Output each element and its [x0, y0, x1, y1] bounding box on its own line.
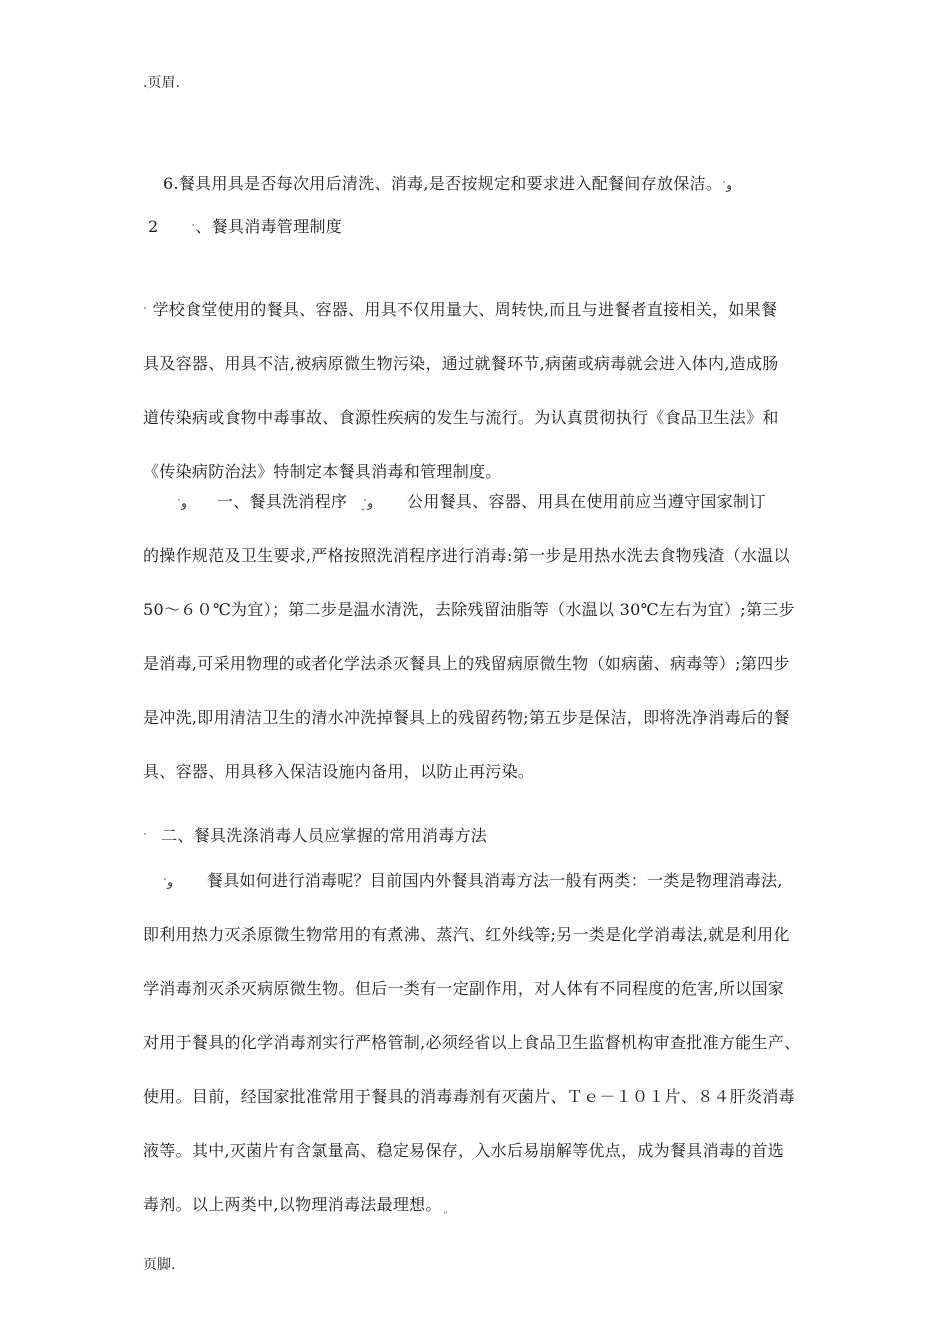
paragraph-line: 对用于餐具的化学消毒剂实行严格管制,必须经省以上食品卫生监督机构审查批准方能生产、 — [143, 1033, 801, 1052]
section-title: 、餐具消毒管理制度 — [195, 217, 343, 236]
part-2-heading: 二、餐具洗涤消毒人员应掌握的常用消毒方法 — [161, 826, 488, 845]
part-1-heading: 一、餐具洗消程序 — [216, 492, 348, 511]
paragraph-line: 液等。其中,灭菌片有含氯量高、稳定易保存，入水后易崩解等优点，成为餐具消毒的首选 — [143, 1141, 785, 1160]
paragraph-line: 具、容器、用具移入保洁设施内备用，以防止再污染。 — [143, 762, 535, 781]
paragraph-line: 毒剂。以上两类中,以物理消毒法最理想。 — [143, 1195, 442, 1214]
paragraph-mark: ॱ — [191, 221, 196, 235]
item-6-line — [163, 171, 732, 194]
paragraph-mark: ॱو — [177, 496, 187, 510]
paragraph-mark: ॱو — [163, 875, 173, 889]
paragraph-line: ॱو 一、餐具洗消程序 ܸ ॱو 公用餐具、容器、用具在使用前应当遵守国家制订 — [177, 492, 766, 511]
paragraph-line: 《传染病防治法》特制定本餐具消毒和管理制度。 — [143, 462, 502, 481]
paragraph-line: 50～６０℃为宜）；第二步是温水清洗，去除残留油脂等（水温以 30℃左右为宜）;第三步 — [143, 600, 795, 619]
paragraph-mark: ॱ — [143, 304, 148, 318]
paragraph-line: 的操作规范及卫生要求,严格按照洗消程序进行消毒:第一步是用热水洗去食物残渣（水温以 — [143, 546, 790, 565]
section-2-heading — [148, 214, 342, 237]
item-6-text: 6.餐具用具是否每次用后清洗、消毒,是否按规定和要求进入配餐间存放保洁。 — [163, 174, 723, 193]
intro-paragraph — [143, 299, 819, 515]
paragraph-line: 具及容器、用具不洁,被病原微生物污染，通过就餐环节,病菌或病毒就会进入体内,造成肠 — [143, 354, 779, 373]
paragraph-line: ॱ 学校食堂使用的餐具、容器、用具不仅用量大、周转快,而且与进餐者直接相关，如果餐 — [143, 300, 778, 319]
part-2-heading-line — [143, 823, 487, 846]
page-footer: 页脚. — [143, 1257, 176, 1273]
paragraph-line: 使用。目前，经国家批准常用于餐具的消毒毒剂有灭菌片、Ｔｅ－１０１片、８４肝炎消毒 — [143, 1087, 796, 1106]
part-1-paragraph — [143, 491, 819, 815]
paragraph-line: 道传染病或食物中毒事故、食源性疾病的发生与流行。为认真贯彻执行《食品卫生法》和 — [143, 408, 779, 427]
paragraph-line: 是消毒,可采用物理的或者化学法杀灭餐具上的残留病原微生物（如病菌、病毒等）;第四步 — [143, 654, 790, 673]
page-header: .页眉. — [143, 75, 180, 91]
part-2-paragraph — [143, 870, 819, 1248]
paragraph-line: 即利用热力灭杀原微生物常用的有煮沸、蒸汽、红外线等;另一类是化学消毒法,就是利用化 — [143, 925, 790, 944]
paragraph-line: ॱو 餐具如何进行消毒呢？目前国内外餐具消毒方法一般有两类：一类是物理消毒法, — [163, 871, 783, 890]
paragraph-line: 是冲洗,即用清洁卫生的清水冲洗掉餐具上的残留药物;第五步是保洁，即将洗净消毒后的餐 — [143, 708, 790, 727]
paragraph-mark: ॱو — [722, 178, 733, 192]
paragraph-mark: ܸ ॱو — [359, 496, 374, 510]
section-number: 2 — [148, 217, 159, 236]
paragraph-mark: ॱ — [143, 830, 148, 844]
paragraph-line: 学消毒剂灭杀灭病原微生物。但后一类有一定副作用，对人体有不同程度的危害,所以国家 — [143, 979, 785, 998]
